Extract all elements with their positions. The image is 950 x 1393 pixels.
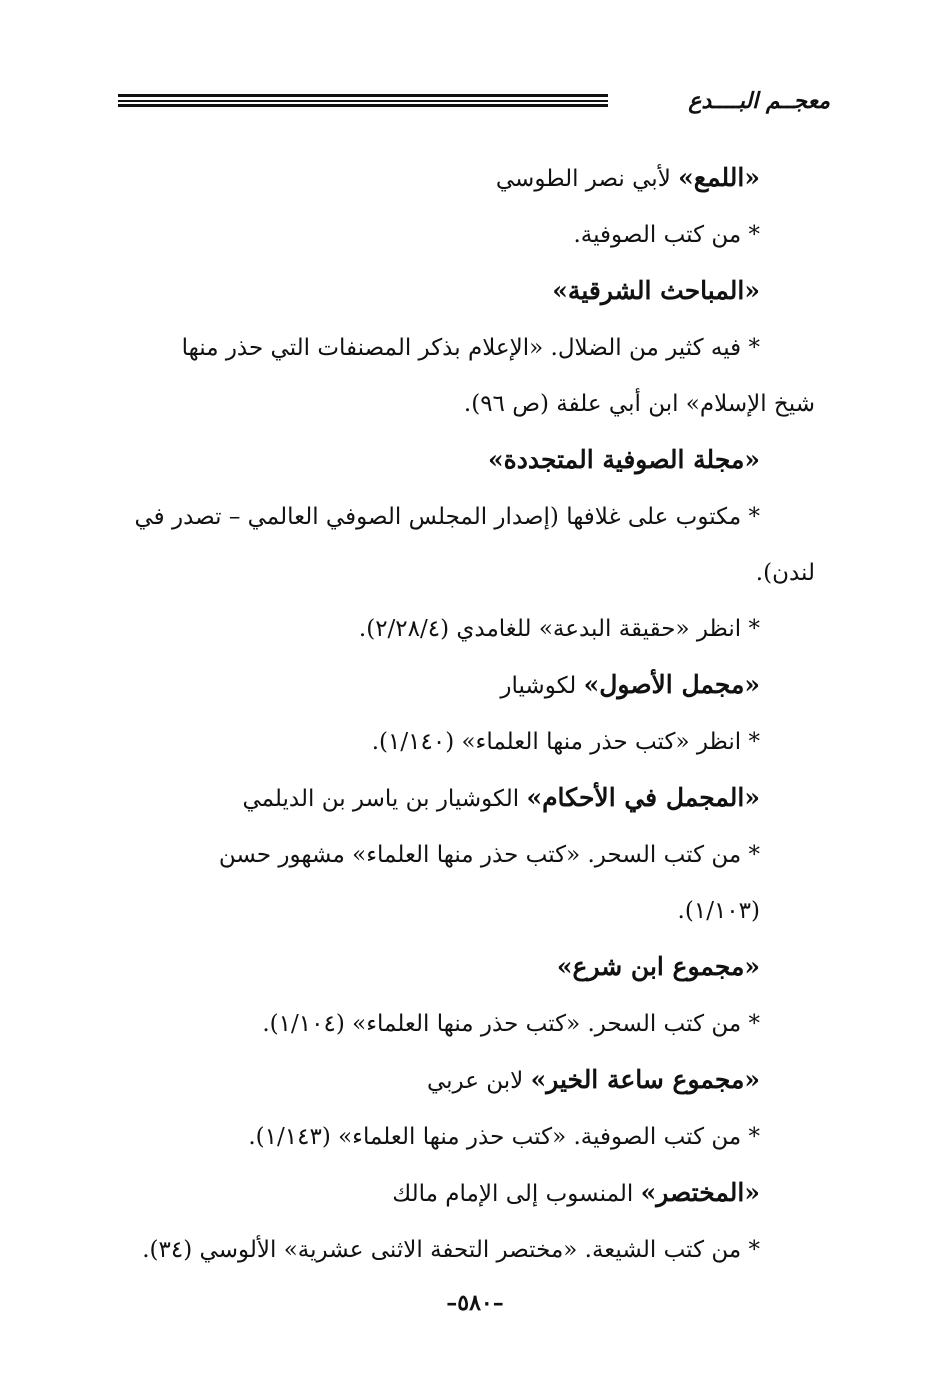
header-rule <box>118 100 608 102</box>
entry-note: * فيه كثير من الضلال. «الإعلام بذكر المصنفات التي حذر منها <box>181 335 760 361</box>
page-body <box>100 150 815 1278</box>
entry-note: * انظر «حقيقة البدعة» للغامدي (٢/٢٨/٤). <box>358 616 760 642</box>
entry-note: * من كتب السحر. «كتب حذر منها العلماء» (١/١٠٤). <box>262 1011 760 1037</box>
entry-note-continued: (١/١٠٣). <box>677 898 760 924</box>
entry-heading <box>100 657 760 714</box>
entry-title: «مجموع ابن شرع» <box>556 952 760 981</box>
header-rule <box>118 94 608 97</box>
entry-note: * مكتوب على غلافها (إصدار المجلس الصوفي العالمي – تصدر في <box>134 504 760 530</box>
entry-title: «مجموع ساعة الخير» <box>530 1065 760 1094</box>
entry-title: «المختصر» <box>640 1178 760 1207</box>
entry-heading <box>100 150 760 207</box>
entry-note: * من كتب الصوفية. «كتب حذر منها العلماء» (١/١٤٣). <box>248 1124 760 1150</box>
entry-title: «المباحث الشرقية» <box>552 276 760 305</box>
entry-author: الكوشيار بن ياسر بن الديلمي <box>242 786 527 812</box>
entry-heading <box>100 263 760 320</box>
entry-note: * من كتب الصوفية. <box>573 222 760 248</box>
entry-heading <box>100 432 760 489</box>
entry-note: * انظر «كتب حذر منها العلماء» (١/١٤٠). <box>371 729 760 755</box>
page-number: –٥٨٠– <box>446 1290 504 1316</box>
entry-heading <box>100 1052 760 1109</box>
entry-note-continued: لندن). <box>755 560 815 586</box>
entry-title: «مجلة الصوفية المتجددة» <box>488 445 760 474</box>
entry-title: «المجمل في الأحكام» <box>526 783 760 812</box>
entry-author: المنسوب إلى الإمام مالك <box>392 1181 641 1207</box>
entry-title: «مجمل الأصول» <box>583 670 760 699</box>
header-rule <box>118 104 608 107</box>
entry-note: * من كتب الشيعة. «مختصر التحفة الاثنى عشرية» الألوسي (٣٤). <box>142 1237 760 1263</box>
entry-note: * من كتب السحر. «كتب حذر منها العلماء» مشهور حسن <box>218 842 760 868</box>
entry-author: لأبي نصر الطوسي <box>495 166 679 192</box>
entry-author: لكوشيار <box>500 673 584 699</box>
page-header <box>118 88 830 128</box>
entry-heading <box>100 939 760 996</box>
entry-heading <box>100 1165 760 1222</box>
entry-note-continued: شيخ الإسلام» ابن أبي علفة (ص ٩٦). <box>463 391 815 417</box>
entry-title: «اللمع» <box>678 163 760 192</box>
entry-author: لابن عربي <box>426 1068 531 1094</box>
entry-heading <box>100 770 760 827</box>
book-title: معجــم البــــدع <box>688 88 830 114</box>
